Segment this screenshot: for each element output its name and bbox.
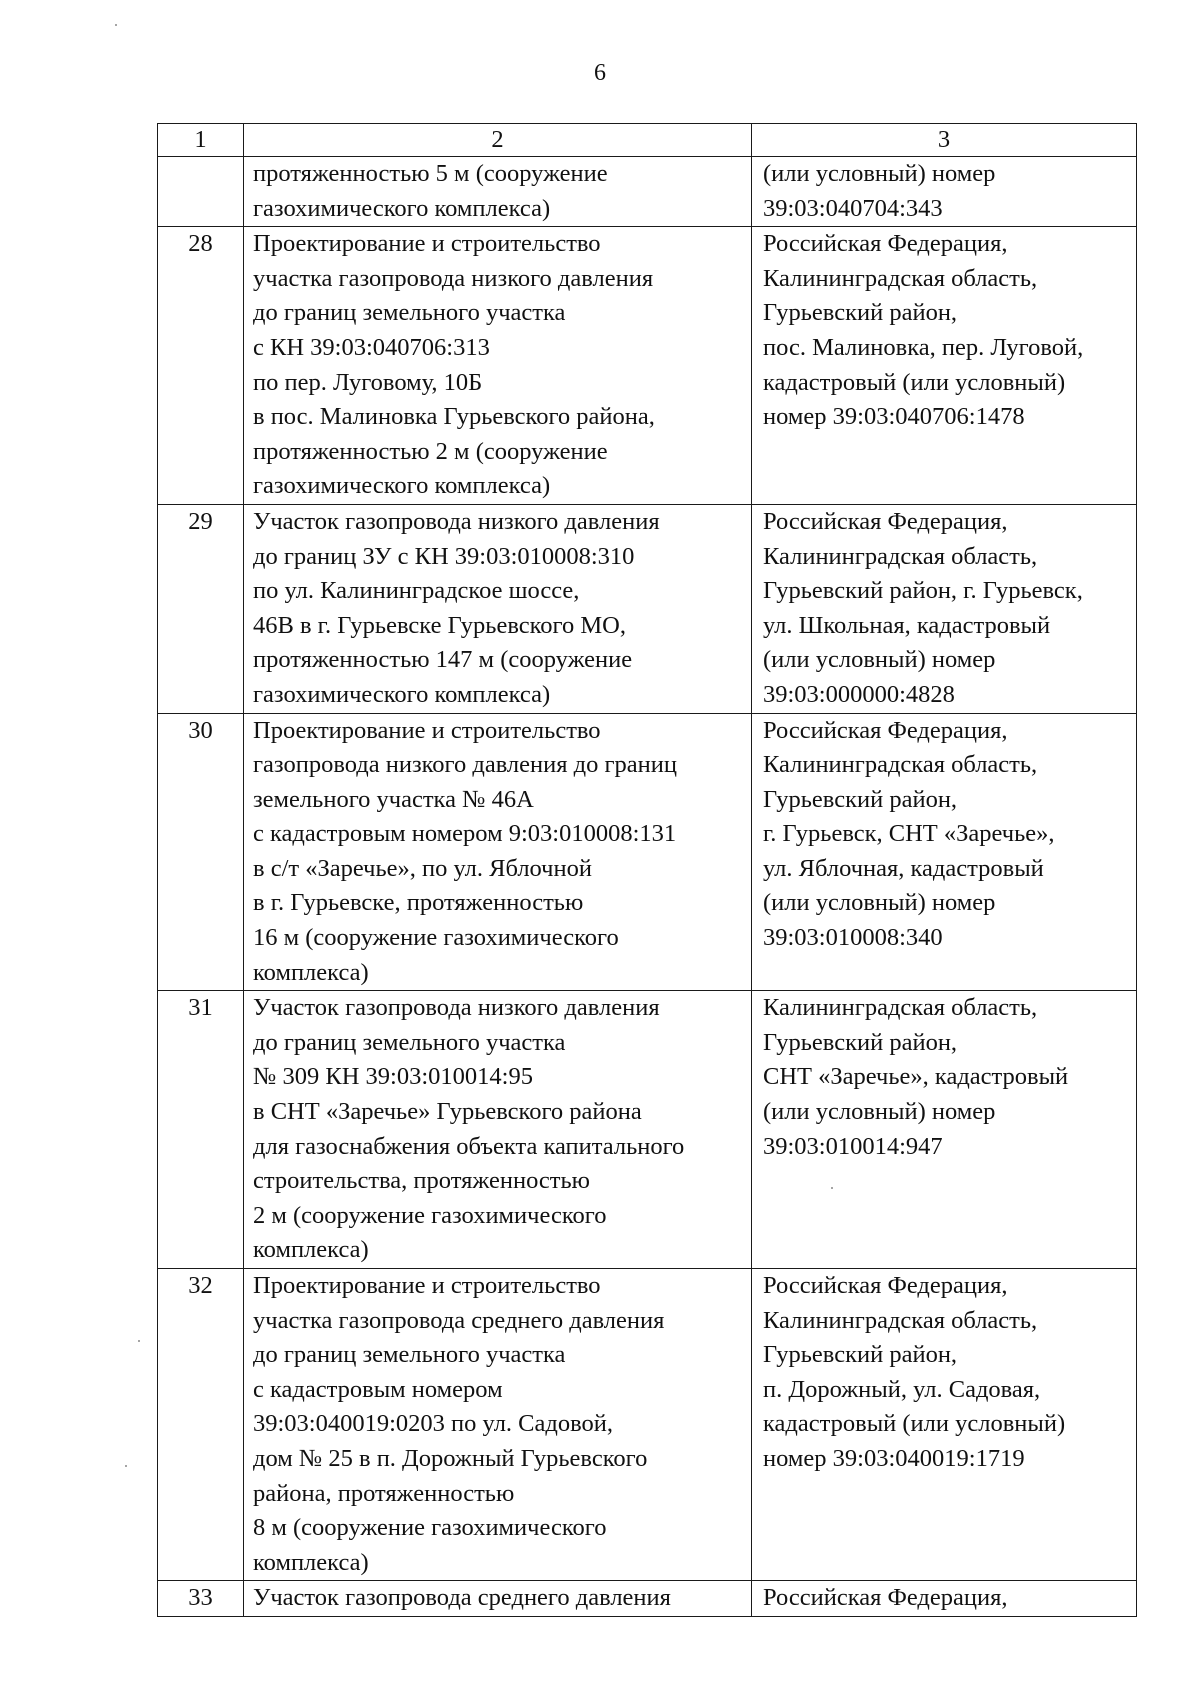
address-line: г. Гурьевск, СНТ «Заречье»,: [763, 820, 1055, 848]
address-line: номер 39:03:040706:1478: [763, 403, 1025, 431]
address-line: Калининградская область,: [763, 751, 1038, 779]
description-line: № 309 КН 39:03:010014:95: [253, 1063, 533, 1091]
address-line: Российская Федерация,: [763, 716, 1008, 744]
address-line: (или условный) номер: [763, 646, 996, 674]
description-line: комплекса): [253, 958, 369, 986]
address-line: Калининградская область,: [763, 542, 1038, 570]
description-line: 2 м (сооружение газохимического: [253, 1201, 607, 1229]
description-line: 46В в г. Гурьевске Гурьевского МО,: [253, 611, 626, 639]
object-description: [244, 991, 752, 1269]
description-line: Проектирование и строительство: [253, 716, 601, 744]
description-line: по пер. Луговому, 10Б: [253, 368, 483, 396]
address-line: (или условный) номер: [763, 160, 996, 187]
description-line: 8 м (сооружение газохимического: [253, 1514, 607, 1542]
row-number: 29: [158, 504, 244, 713]
object-description: [244, 1269, 752, 1581]
address-line: 39:03:010008:340: [763, 924, 943, 952]
address-line: Российская Федерация,: [763, 507, 1008, 535]
address-line: 39:03:000000:4828: [763, 680, 955, 708]
table-row: [158, 1269, 1137, 1581]
description-line: комплекса): [253, 1236, 369, 1264]
table-row: [158, 1581, 1137, 1617]
description-line: до границ ЗУ с КН 39:03:010008:310: [253, 542, 635, 570]
object-description: [244, 227, 752, 505]
address-line: Калининградская область,: [763, 264, 1038, 292]
description-line: Участок газопровода низкого давления: [253, 507, 660, 535]
header-col-2: 2: [244, 124, 752, 157]
header-col-3: 3: [752, 124, 1137, 157]
table-row: [158, 991, 1137, 1269]
description-line: в г. Гурьевске, протяженностью: [253, 889, 584, 917]
address-line: Гурьевский район, г. Гурьевск,: [763, 577, 1083, 605]
address-line: п. Дорожный, ул. Садовая,: [763, 1375, 1041, 1403]
description-line: по ул. Калининградское шоссе,: [253, 577, 580, 605]
description-line: до границ земельного участка: [253, 1341, 566, 1369]
description-line: в СНТ «Заречье» Гурьевского района: [253, 1098, 642, 1126]
address-line: Российская Федерация,: [763, 1272, 1008, 1299]
address-line: Гурьевский район,: [763, 1341, 958, 1369]
description-line: газопровода низкого давления до границ: [253, 751, 678, 779]
description-line: комплекса): [253, 1548, 369, 1576]
description-line: Участок газопровода низкого давления: [253, 994, 660, 1022]
address-line: Российская Федерация,: [763, 230, 1008, 258]
address-line: Гурьевский район,: [763, 785, 958, 813]
description-line: участка газопровода низкого давления: [253, 264, 654, 292]
object-description: [244, 713, 752, 991]
page-number: 6: [594, 60, 606, 86]
address-line: 39:03:040704:343: [763, 194, 943, 222]
row-number: 32: [158, 1269, 244, 1581]
description-line: газохимического комплекса): [253, 680, 551, 708]
scan-speck: [115, 24, 117, 26]
description-line: с кадастровым номером 9:03:010008:131: [253, 820, 677, 848]
address-line: ул. Яблочная, кадастровый: [763, 854, 1044, 882]
description-line: протяженностью 5 м (сооружение: [253, 160, 608, 187]
description-line: 39:03:040019:0203 по ул. Садовой,: [253, 1410, 613, 1438]
table-row: [158, 227, 1137, 505]
header-col-1: 1: [158, 124, 244, 157]
table-row: [158, 157, 1137, 227]
description-line: протяженностью 2 м (сооружение: [253, 437, 608, 465]
address-line: (или условный) номер: [763, 1098, 996, 1126]
description-line: до границ земельного участка: [253, 299, 566, 327]
description-line: Проектирование и строительство: [253, 1272, 601, 1299]
object-address: [752, 227, 1137, 505]
table-row: [158, 713, 1137, 991]
address-line: номер 39:03:040019:1719: [763, 1444, 1025, 1472]
address-line: кадастровый (или условный): [763, 1410, 1066, 1438]
description-line: с КН 39:03:040706:313: [253, 333, 490, 361]
description-line: района, протяженностью: [253, 1479, 515, 1507]
description-line: до границ земельного участка: [253, 1028, 566, 1056]
address-line: Гурьевский район,: [763, 1028, 958, 1056]
address-line: (или условный) номер: [763, 889, 996, 917]
description-line: дом № 25 в п. Дорожный Гурьевского: [253, 1444, 648, 1472]
address-line: Калининградская область,: [763, 1306, 1038, 1334]
object-description: [244, 504, 752, 713]
address-line: Калининградская область,: [763, 994, 1038, 1022]
description-line: Проектирование и строительство: [253, 230, 601, 258]
scan-speck: [831, 1187, 833, 1189]
description-line: протяженностью 147 м (сооружение: [253, 646, 633, 674]
scan-speck: [125, 1465, 127, 1467]
description-line: в пос. Малиновка Гурьевского района,: [253, 403, 655, 431]
address-line: СНТ «Заречье», кадастровый: [763, 1063, 1069, 1091]
description-line: 16 м (сооружение газохимического: [253, 924, 619, 952]
description-line: Участок газопровода среднего давления: [253, 1584, 671, 1612]
scan-speck: [138, 1340, 140, 1342]
description-line: строительства, протяженностью: [253, 1167, 590, 1195]
description-line: для газоснабжения объекта капитального: [253, 1132, 685, 1160]
description-line: газохимического комплекса): [253, 472, 551, 500]
description-line: газохимического комплекса): [253, 194, 551, 222]
address-line: кадастровый (или условный): [763, 368, 1066, 396]
description-line: с кадастровым номером: [253, 1375, 503, 1403]
row-number: 31: [158, 991, 244, 1269]
row-number: 28: [158, 227, 244, 505]
object-address: [752, 713, 1137, 991]
description-line: в с/т «Заречье», по ул. Яблочной: [253, 854, 592, 882]
object-table: [157, 123, 1137, 1617]
object-description: [244, 1581, 752, 1617]
address-line: Российская Федерация,: [763, 1584, 1008, 1612]
object-address: [752, 1581, 1137, 1617]
object-address: [752, 991, 1137, 1269]
table-header-row: [158, 124, 1137, 157]
row-number: 33: [158, 1581, 244, 1617]
description-line: земельного участка № 46А: [253, 785, 534, 813]
row-number: [158, 157, 244, 227]
address-line: Гурьевский район,: [763, 299, 958, 327]
object-address: [752, 504, 1137, 713]
object-address: [752, 157, 1137, 227]
object-description: [244, 157, 752, 227]
object-address: [752, 1269, 1137, 1581]
row-number: 30: [158, 713, 244, 991]
address-line: ул. Школьная, кадастровый: [763, 611, 1051, 639]
description-line: участка газопровода среднего давления: [253, 1306, 665, 1334]
address-line: 39:03:010014:947: [763, 1132, 943, 1160]
address-line: пос. Малиновка, пер. Луговой,: [763, 333, 1084, 361]
table-row: [158, 504, 1137, 713]
